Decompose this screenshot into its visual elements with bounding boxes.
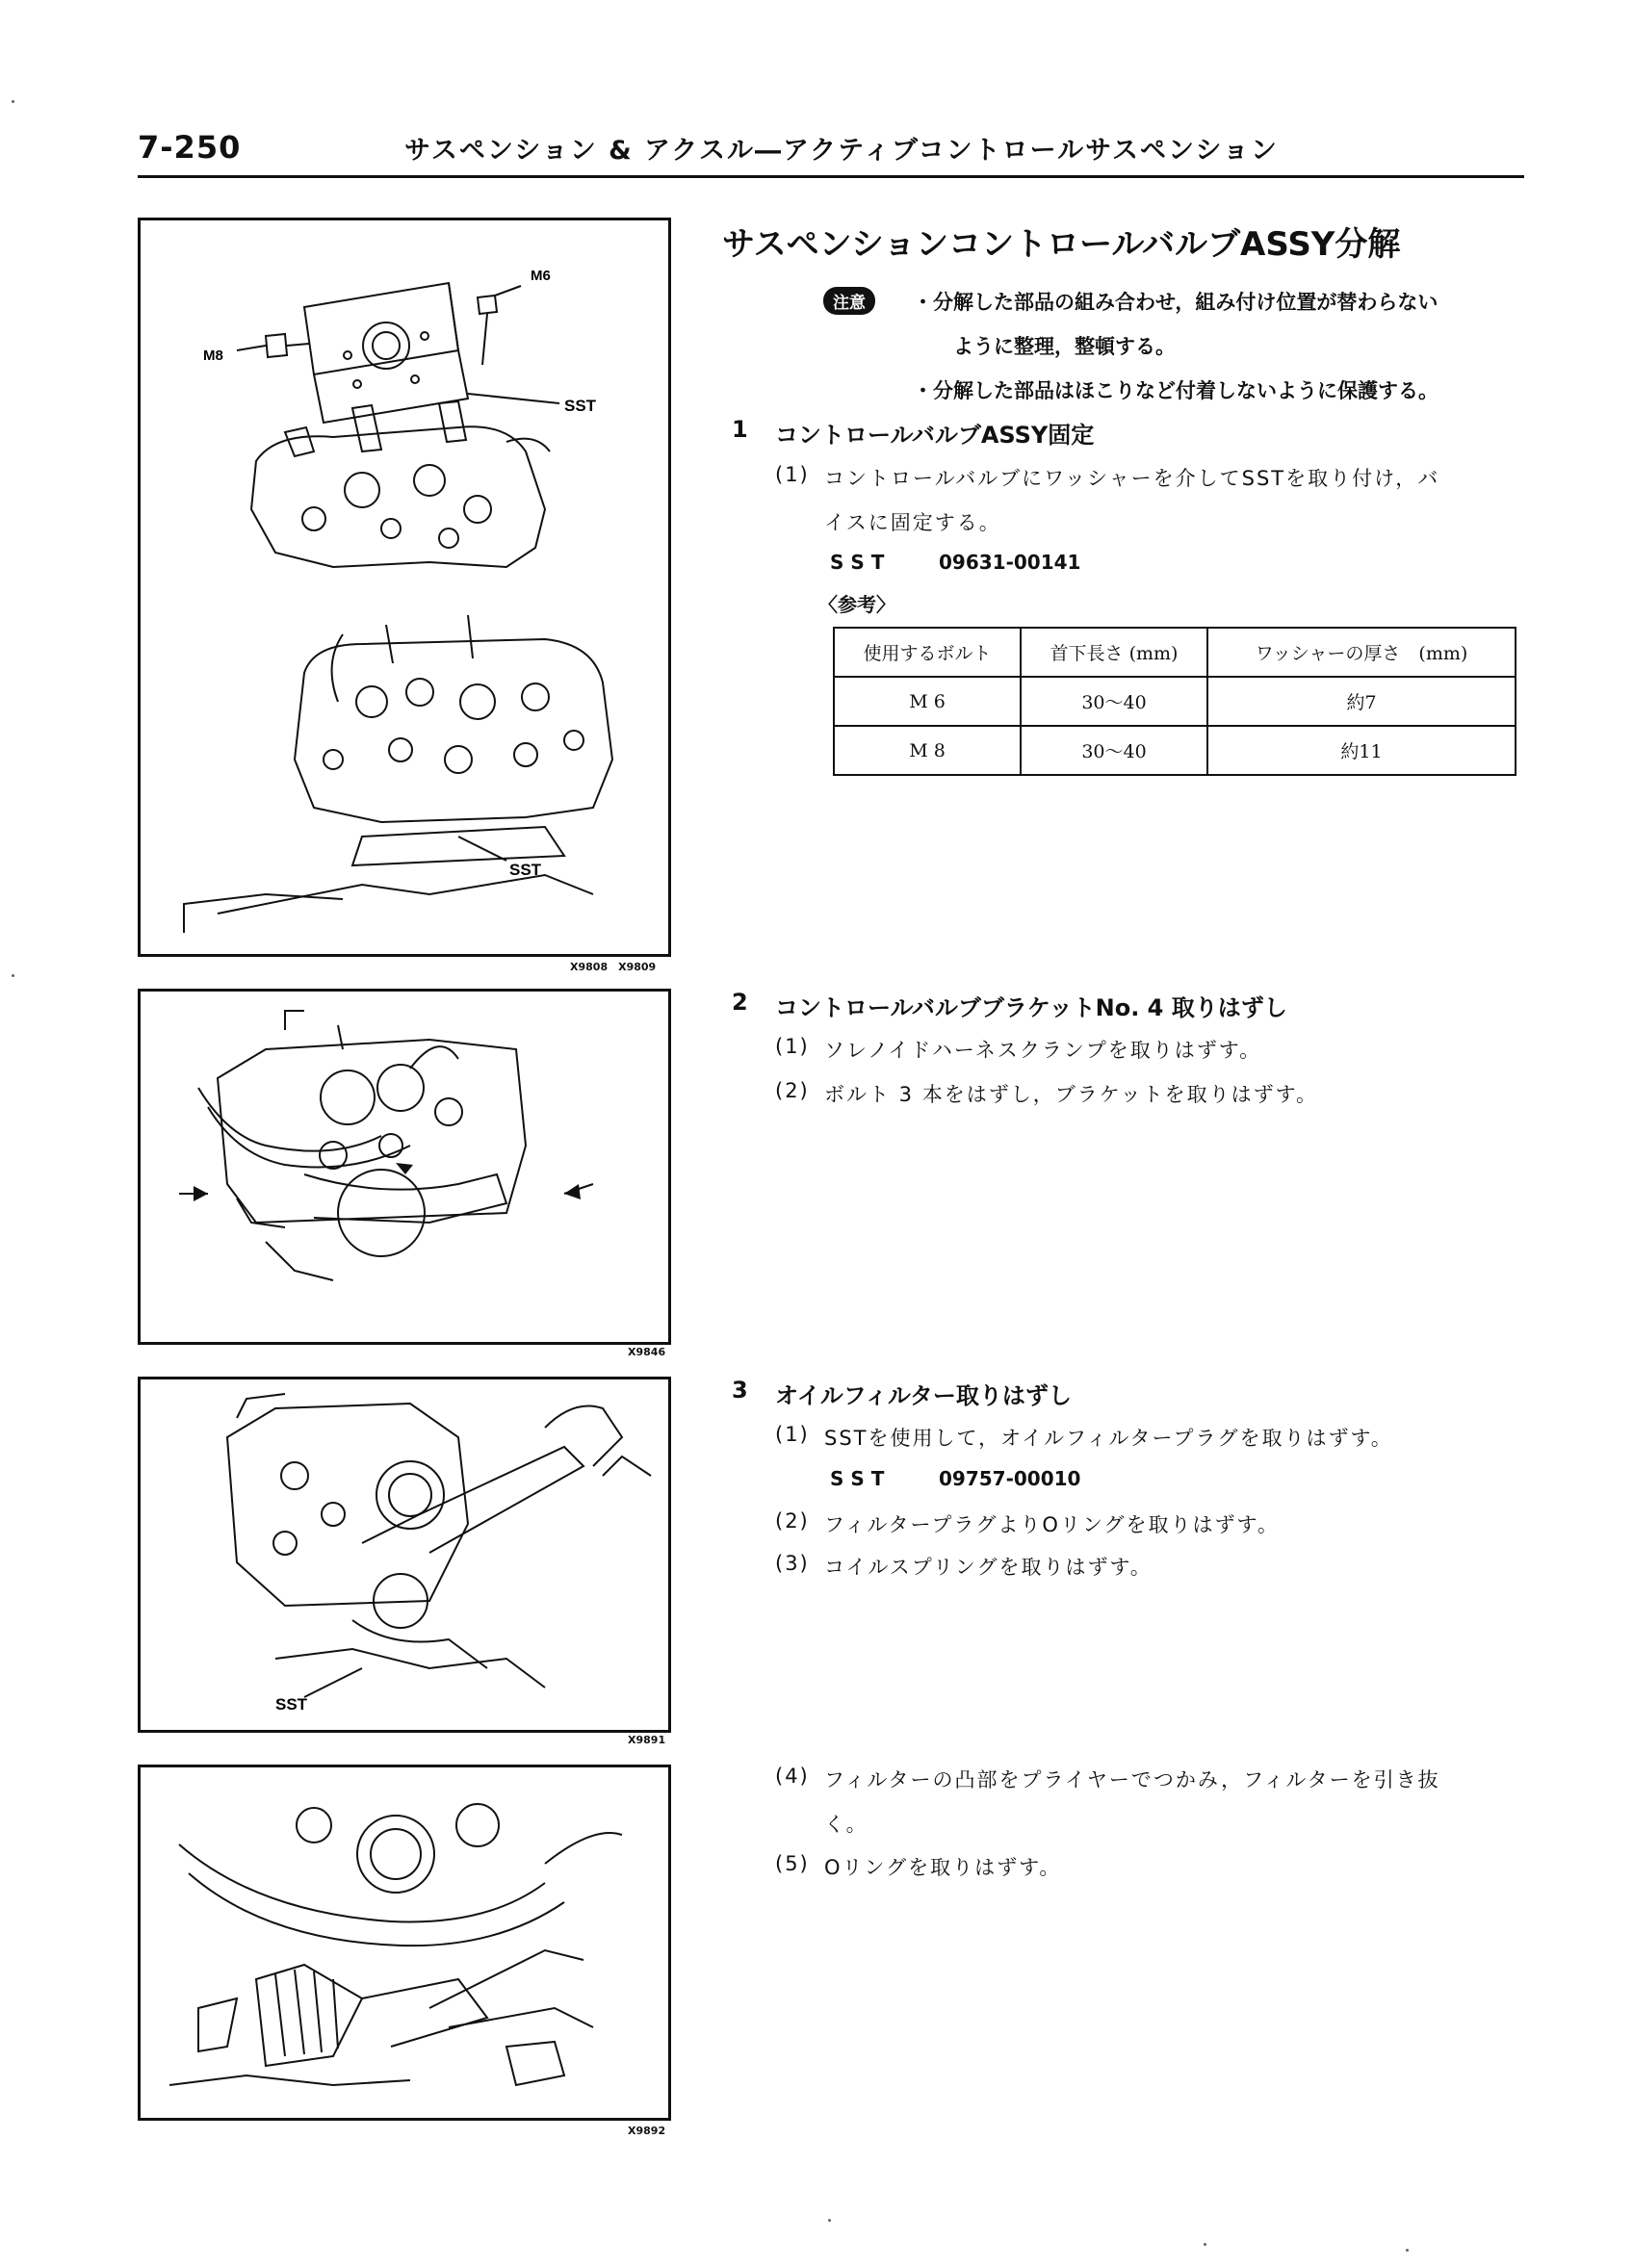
table-header-length: 首下長さ (mm)	[1021, 628, 1207, 677]
step-2-number: 2	[732, 989, 748, 1016]
chapter-title: サスペンション & アクスル―アクティブコントロールサスペンション	[404, 136, 1279, 166]
scan-speck	[1204, 2243, 1206, 2246]
step-3-sub-5-num: (5)	[775, 1852, 810, 1875]
caution-line-2: ように整理，整頓する。	[953, 335, 1176, 358]
step-1-title: コントロールバルブASSY固定	[775, 422, 1095, 449]
label-sst-top: SST	[564, 397, 597, 415]
caution-badge: 注意	[823, 287, 875, 315]
step-3-sst-code: 09757-00010	[939, 1467, 1081, 1490]
label-sst-bottom: SST	[509, 861, 542, 879]
step-1-sst-label: S S T	[830, 551, 885, 574]
step-3-sub-1-line-1: SSTを使用して，オイルフィルタープラグを取りはずす。	[824, 1427, 1393, 1450]
bolt-washer-table	[833, 627, 1516, 776]
figure-1-code: X9808 X9809	[570, 961, 657, 973]
figure-3-oil-filter-plug	[138, 1377, 671, 1733]
label-m6: M6	[531, 268, 551, 284]
caution-badge-wrap	[823, 287, 875, 315]
caution-line-3: ・分解した部品はほこりなど付着しないように保護する。	[913, 379, 1439, 402]
table-row	[834, 726, 1516, 775]
figure-2-code: X9846	[628, 1346, 666, 1358]
table-cell: 30〜40	[1021, 677, 1207, 726]
figure-4-filter-removal	[138, 1765, 671, 2121]
scan-speck	[1406, 2249, 1409, 2252]
section-title: サスペンションコントロールバルブASSY分解	[722, 225, 1401, 264]
table-row	[834, 677, 1516, 726]
figure-1-illustration	[141, 220, 668, 954]
scan-speck	[12, 100, 14, 103]
table-cell: 約7	[1207, 677, 1516, 726]
step-3-sub-5-line-1: Oリングを取りはずす。	[824, 1856, 1062, 1879]
figure-4-code: X9892	[628, 2125, 666, 2137]
step-1-ref-label: 〈参考〉	[818, 593, 895, 616]
label-m8: M8	[203, 348, 223, 364]
step-1-sub-1-line-2: イスに固定する。	[824, 511, 1001, 534]
table-cell: 30〜40	[1021, 726, 1207, 775]
step-3-sub-3-line-1: コイルスプリングを取りはずす。	[824, 1556, 1153, 1579]
figure-3-illustration	[141, 1379, 668, 1730]
step-1-sub-1-line-1: コントロールバルブにワッシャーを介してSSTを取り付け，バ	[824, 467, 1440, 490]
table-cell: 約11	[1207, 726, 1516, 775]
step-2-sub-1-num: (1)	[775, 1035, 810, 1058]
step-3-sub-1-num: (1)	[775, 1423, 810, 1446]
scan-speck	[828, 2219, 831, 2222]
step-3-sub-4-line-2: く。	[824, 1813, 868, 1836]
step-3-sub-4-line-1: フィルターの凸部をプライヤーでつかみ，フィルターを引き抜	[824, 1768, 1440, 1791]
step-3-sub-2-line-1: フィルタープラグよりOリングを取りはずす。	[824, 1513, 1280, 1536]
table-header-washer: ワッシャーの厚さ (mm)	[1207, 628, 1516, 677]
figure-3-code: X9891	[628, 1734, 666, 1746]
step-2-sub-2-line-1: ボルト 3 本をはずし，ブラケットを取りはずす。	[824, 1083, 1318, 1106]
table-header-bolt: 使用するボルト	[834, 628, 1021, 677]
step-1-sst-code: 09631-00141	[939, 551, 1081, 574]
figure-2-illustration	[141, 992, 668, 1342]
step-3-title: オイルフィルター取りはずし	[775, 1382, 1072, 1409]
figure-4-illustration	[141, 1767, 668, 2118]
figure-2-bracket-removal	[138, 989, 671, 1345]
step-3-sub-4-num: (4)	[775, 1765, 810, 1788]
step-2-sub-2-num: (2)	[775, 1079, 810, 1102]
step-1-sub-1-num: (1)	[775, 463, 810, 486]
table-cell: M 8	[834, 726, 1021, 775]
step-2-title: コントロールバルブブラケットNo. 4 取りはずし	[775, 994, 1287, 1021]
page-number: 7-250	[138, 129, 242, 166]
step-3-sst-label: S S T	[830, 1467, 885, 1490]
step-3-number: 3	[732, 1377, 748, 1404]
step-1-number: 1	[732, 416, 748, 443]
scan-speck	[12, 974, 14, 977]
caution-line-1: ・分解した部品の組み合わせ，組み付け位置が替わらない	[913, 291, 1439, 314]
table-cell: M 6	[834, 677, 1021, 726]
step-2-sub-1-line-1: ソレノイドハーネスクランプを取りはずす。	[824, 1039, 1262, 1062]
step-3-sub-2-num: (2)	[775, 1509, 810, 1533]
table-header-row	[834, 628, 1516, 677]
header-rule	[138, 175, 1524, 178]
figure-1-control-valve-sst	[138, 218, 671, 957]
label-sst: SST	[275, 1695, 308, 1714]
step-3-sub-3-num: (3)	[775, 1552, 810, 1575]
